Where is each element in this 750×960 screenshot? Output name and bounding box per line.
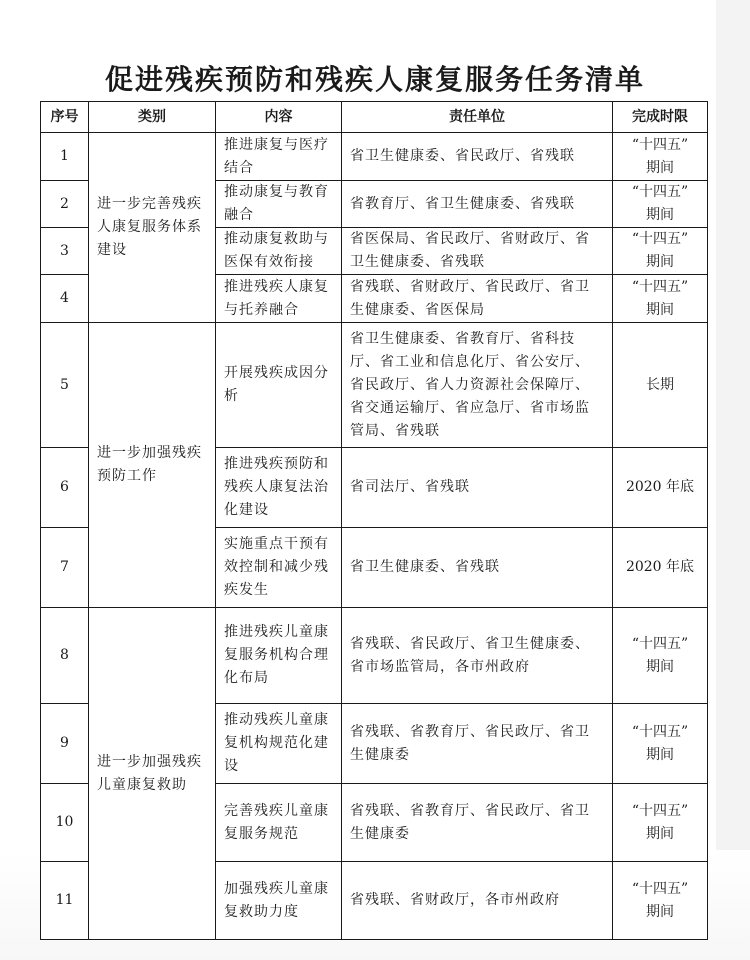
content-cell: 开展残疾成因分析 <box>216 323 342 448</box>
content-cell: 推动康复与教育融合 <box>216 181 342 228</box>
table-row <box>41 133 708 181</box>
table-row <box>41 323 708 448</box>
content-cell: 推进康复与医疗结合 <box>216 133 342 181</box>
unit-cell: 省教育厅、省卫生健康委、省残联 <box>342 181 613 228</box>
unit-cell: 省残联、省民政厅、省卫生健康委、省市场监管局，各市州政府 <box>342 608 613 704</box>
content-cell: 完善残疾儿童康复服务规范 <box>216 784 342 862</box>
header-category: 类别 <box>89 102 216 133</box>
row-seq: 7 <box>41 528 89 608</box>
category-cell: 进一步加强残疾儿童康复救助 <box>89 608 216 940</box>
row-seq: 2 <box>41 181 89 228</box>
row-seq: 10 <box>41 784 89 862</box>
content-cell: 推动康复救助与医保有效衔接 <box>216 228 342 275</box>
unit-cell: 省卫生健康委、省教育厅、省科技厅、省工业和信息化厅、省公安厅、省民政厅、省人力资源社会保障厅、省交通运输厅、省应急厅、省市场监管局、省残联 <box>342 323 613 448</box>
deadline-line1: “十四五” <box>631 880 689 897</box>
deadline-line1: “十四五” <box>631 136 689 153</box>
unit-cell: 省残联、省财政厅，各市州政府 <box>342 862 613 940</box>
content-cell: 加强残疾儿童康复救助力度 <box>216 862 342 940</box>
deadline-line2: 期间 <box>646 159 674 176</box>
unit-cell: 省卫生健康委、省民政厅、省残联 <box>342 133 613 181</box>
deadline-cell <box>613 448 708 528</box>
deadline-line2: 期间 <box>646 903 674 920</box>
deadline-line2: 期间 <box>646 207 674 223</box>
deadline-line2: 期间 <box>646 746 674 763</box>
deadline-line1: 2020 年底 <box>625 559 695 575</box>
deadline-line1: “十四五” <box>631 231 689 247</box>
content-cell: 推进残疾预防和残疾人康复法治化建设 <box>216 448 342 528</box>
deadline-line1: “十四五” <box>631 184 689 200</box>
category-cell: 进一步完善残疾人康复服务体系建设 <box>89 133 216 323</box>
deadline-line2: 期间 <box>646 825 674 842</box>
deadline-cell <box>613 133 708 181</box>
deadline-line1: 长期 <box>646 376 674 393</box>
category-cell: 进一步加强残疾预防工作 <box>89 323 216 608</box>
header-unit: 责任单位 <box>342 102 613 133</box>
row-seq: 1 <box>41 133 89 181</box>
deadline-cell <box>613 323 708 448</box>
deadline-cell <box>613 181 708 228</box>
row-seq: 4 <box>41 275 89 323</box>
page-edge-shadow <box>716 0 750 960</box>
deadline-cell <box>613 862 708 940</box>
row-seq: 6 <box>41 448 89 528</box>
unit-cell: 省医保局、省民政厅、省财政厅、省卫生健康委、省残联 <box>342 228 613 275</box>
deadline-line1: “十四五” <box>631 278 689 295</box>
row-seq: 11 <box>41 862 89 940</box>
header-seq: 序号 <box>41 102 89 133</box>
deadline-line2: 期间 <box>646 301 674 318</box>
deadline-line2: 期间 <box>646 254 674 270</box>
unit-cell: 省残联、省教育厅、省民政厅、省卫生健康委 <box>342 704 613 784</box>
table-row <box>41 608 708 704</box>
header-content: 内容 <box>216 102 342 133</box>
deadline-line2: 期间 <box>646 658 674 675</box>
deadline-cell <box>613 528 708 608</box>
row-seq: 8 <box>41 608 89 704</box>
deadline-cell <box>613 275 708 323</box>
header-deadline: 完成时限 <box>613 102 708 133</box>
content-cell: 推动残疾儿童康复机构规范化建设 <box>216 704 342 784</box>
deadline-line1: “十四五” <box>631 635 689 652</box>
deadline-cell <box>613 608 708 704</box>
unit-cell: 省卫生健康委、省残联 <box>342 528 613 608</box>
unit-cell: 省残联、省教育厅、省民政厅、省卫生健康委 <box>342 784 613 862</box>
content-cell: 推进残疾儿童康复服务机构合理化布局 <box>216 608 342 704</box>
task-table <box>40 101 708 940</box>
page-title: 促进残疾预防和残疾人康复服务任务清单 <box>104 63 645 96</box>
deadline-line1: “十四五” <box>631 723 689 740</box>
row-seq: 3 <box>41 228 89 275</box>
deadline-cell <box>613 784 708 862</box>
row-seq: 5 <box>41 323 89 448</box>
content-cell: 推进残疾人康复与托养融合 <box>216 275 342 323</box>
content-cell: 实施重点干预有效控制和减少残疾发生 <box>216 528 342 608</box>
deadline-line1: “十四五” <box>631 802 689 819</box>
header-row <box>41 102 708 133</box>
deadline-cell <box>613 704 708 784</box>
unit-cell: 省司法厅、省残联 <box>342 448 613 528</box>
deadline-line1: 2020 年底 <box>625 479 695 495</box>
row-seq: 9 <box>41 704 89 784</box>
unit-cell: 省残联、省财政厅、省民政厅、省卫生健康委、省医保局 <box>342 275 613 323</box>
deadline-cell <box>613 228 708 275</box>
